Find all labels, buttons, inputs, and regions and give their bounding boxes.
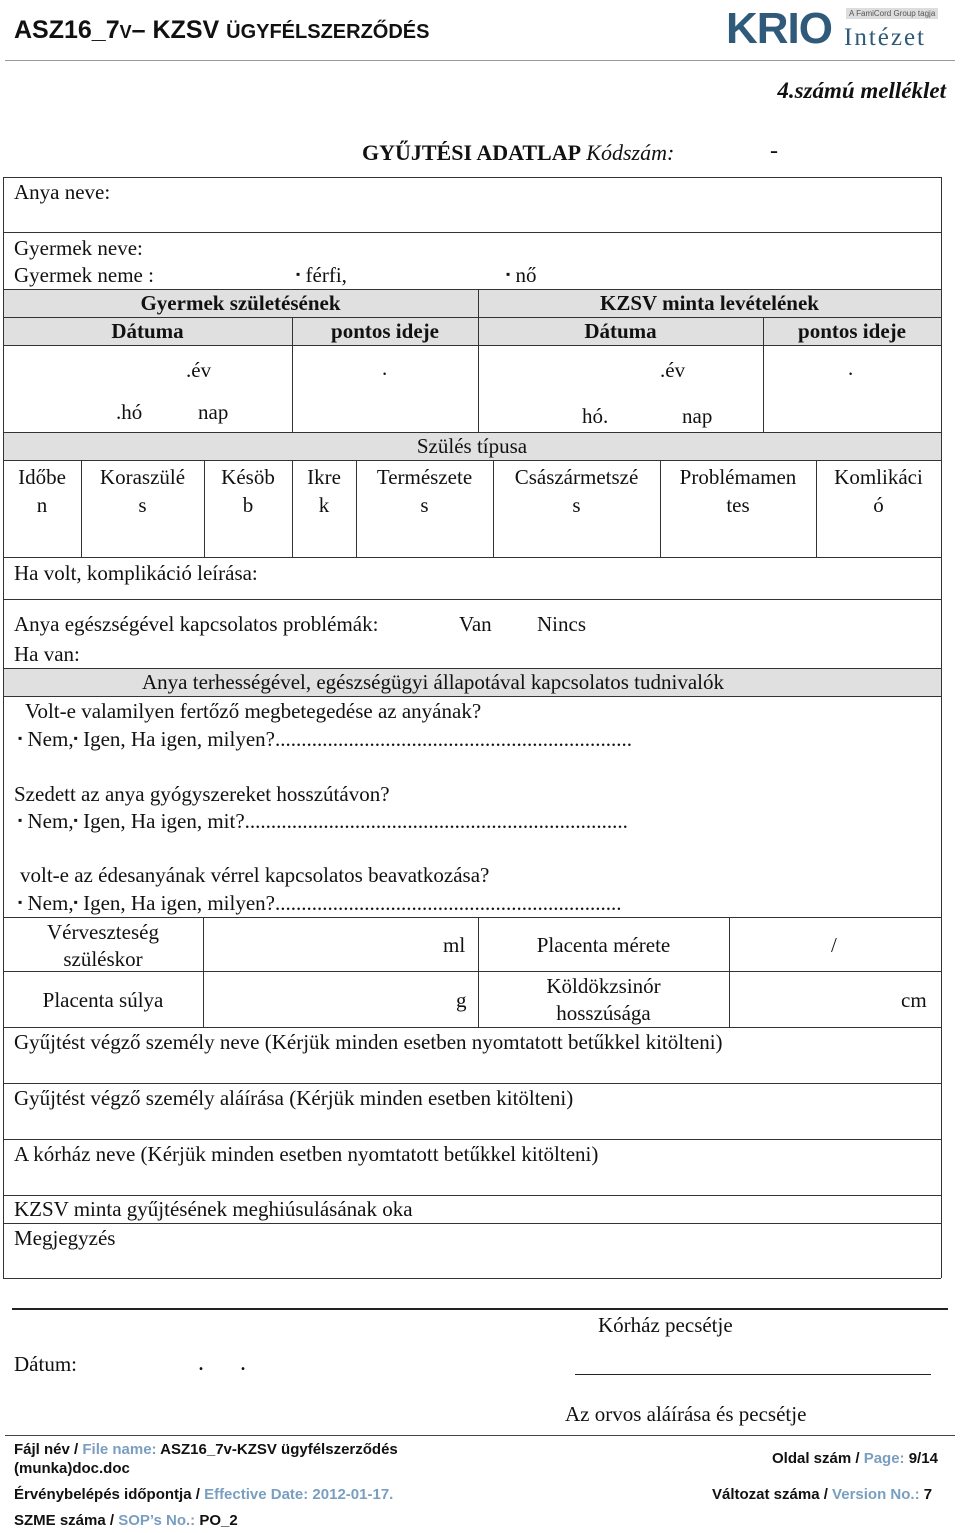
row-line bbox=[3, 599, 941, 600]
pregnancy-header: Anya terhességével, egészségügyi állapotával kapcsolatos tudnivalók bbox=[142, 670, 724, 694]
doctor-sign-label: Az orvos aláírása és pecsétje bbox=[565, 1402, 807, 1426]
row-line bbox=[3, 232, 941, 233]
checkbox-icon: ▪ bbox=[18, 813, 23, 827]
question-medication: Szedett az anya gyógyszereket hosszútávon? bbox=[14, 782, 390, 806]
row-line bbox=[3, 317, 941, 318]
option-label: Nem, bbox=[27, 727, 74, 751]
col-line bbox=[729, 917, 730, 1027]
placenta-size-label: Placenta mérete bbox=[536, 933, 671, 957]
footer-label-en: Effective Date: 2012-01-17. bbox=[204, 1486, 394, 1503]
label-line: Köldökzsinór bbox=[546, 974, 661, 998]
question-blood: volt-e az édesanyának vérrel kapcsolatos beavatkozása? bbox=[20, 863, 490, 887]
cord-length-label bbox=[478, 973, 729, 1027]
failure-reason-label: KZSV minta gyűjtésének meghiúsulásának oka bbox=[14, 1197, 413, 1221]
row-line bbox=[3, 557, 941, 558]
option-line: s bbox=[138, 493, 147, 517]
option-label: férfi, bbox=[305, 263, 347, 287]
header-divider bbox=[5, 60, 955, 61]
hospital-name-label: A kórház neve (Kérjük minden esetben nyomtatott betűkkel kitölteni) bbox=[14, 1142, 599, 1166]
checkbox-icon: ▪ bbox=[506, 267, 511, 281]
row-line bbox=[3, 289, 941, 290]
birth-type-option[interactable] bbox=[356, 463, 493, 519]
row-line bbox=[3, 1195, 941, 1196]
sample-month-field[interactable]: hó. bbox=[582, 404, 609, 428]
footer-value: PO_2 bbox=[199, 1512, 238, 1529]
option-line: s bbox=[420, 493, 429, 517]
birth-date-header: Dátuma bbox=[111, 319, 184, 343]
child-name-label: Gyermek neve: bbox=[14, 236, 143, 260]
birth-header: Gyermek születésének bbox=[140, 291, 341, 315]
footer-label: Változat száma / bbox=[712, 1486, 833, 1503]
row-line bbox=[3, 1139, 941, 1140]
row-line bbox=[3, 1027, 941, 1028]
option-line: k bbox=[318, 493, 330, 517]
form-title: GYŰJTÉSI ADATLAP bbox=[362, 140, 582, 165]
option-line: Természete bbox=[376, 465, 473, 489]
checkbox-icon: ▪ bbox=[18, 895, 23, 909]
complication-label: Ha volt, komplikáció leírása: bbox=[14, 561, 258, 585]
sample-day-field[interactable]: nap bbox=[682, 404, 713, 428]
cord-length-unit: cm bbox=[901, 988, 927, 1012]
footer-label-en: File name: bbox=[82, 1441, 161, 1458]
gender-female-option[interactable] bbox=[506, 263, 537, 288]
option-line: Császármetszé bbox=[514, 465, 639, 489]
checkbox-icon: ▪ bbox=[296, 267, 301, 281]
placenta-weight-unit: g bbox=[456, 988, 467, 1012]
label-line: szüléskor bbox=[63, 947, 143, 971]
logo-text: KRIO bbox=[726, 4, 832, 53]
birth-time-header: pontos ideje bbox=[331, 319, 439, 343]
version-number bbox=[712, 1486, 932, 1503]
row-line bbox=[3, 668, 941, 669]
medication-options[interactable] bbox=[18, 809, 628, 834]
frame-bottom bbox=[3, 1278, 941, 1279]
document-title bbox=[14, 16, 429, 45]
signature-section-line bbox=[12, 1308, 948, 1310]
question-infection: Volt-e valamilyen fertőző megbetegedése az anyának? bbox=[25, 699, 482, 723]
option-label: Igen, Ha igen, milyen?.................................................................... bbox=[83, 727, 632, 751]
row-line bbox=[3, 1223, 941, 1224]
footer-label-en: Page: bbox=[863, 1450, 909, 1467]
sample-time-header: pontos ideje bbox=[798, 319, 906, 343]
sample-header: KZSV minta levételének bbox=[600, 291, 819, 315]
footer-label: Érvénybelépés időpontja / bbox=[14, 1486, 205, 1503]
sample-date-header: Dátuma bbox=[584, 319, 657, 343]
mother-health-no[interactable]: Nincs bbox=[537, 612, 586, 636]
mother-health-yes[interactable]: Van bbox=[459, 612, 492, 636]
notes-label: Megjegyzés bbox=[14, 1226, 116, 1250]
footer-label: Oldal szám / bbox=[772, 1450, 864, 1467]
birth-day-field[interactable]: nap bbox=[198, 400, 229, 424]
mother-health-label: Anya egészségével kapcsolatos problémák: bbox=[14, 612, 379, 636]
collector-name-label: Gyűjtést végző személy neve (Kérjük minden esetben nyomtatott betűkkel kitölteni) bbox=[14, 1030, 723, 1054]
mother-name-label: Anya neve: bbox=[14, 180, 111, 204]
date-field[interactable]: . . bbox=[198, 1350, 246, 1376]
option-line: s bbox=[572, 493, 581, 517]
footer-value: 9/14 bbox=[908, 1450, 938, 1467]
placenta-size-separator: / bbox=[831, 933, 837, 957]
option-line: Időbe bbox=[18, 465, 66, 489]
birth-type-option[interactable] bbox=[81, 463, 204, 519]
label-line: hosszúsága bbox=[556, 1001, 651, 1025]
option-label: Nem, bbox=[27, 809, 74, 833]
option-label: Igen, Ha igen, mit?......................................................................... bbox=[83, 809, 628, 833]
footer-value: 7 bbox=[923, 1486, 933, 1503]
option-line: ó bbox=[873, 493, 884, 517]
infection-options[interactable] bbox=[18, 727, 632, 752]
birth-month-field[interactable]: .hó bbox=[116, 400, 143, 424]
option-line: Problémamen bbox=[679, 465, 797, 489]
if-yes-label: Ha van: bbox=[14, 642, 80, 666]
row-line bbox=[3, 345, 941, 346]
doctor-signature-line[interactable] bbox=[575, 1374, 931, 1375]
logo-subtext: Intézet bbox=[844, 24, 927, 51]
footer-line bbox=[5, 1435, 955, 1436]
title-part: ASZ16_7 bbox=[14, 16, 120, 44]
logo-group-text: A FamiCord Group tagja bbox=[846, 8, 938, 19]
option-line: Késöb bbox=[221, 465, 275, 489]
code-separator: - bbox=[770, 138, 778, 164]
birth-type-option[interactable] bbox=[3, 463, 81, 519]
option-label: nő bbox=[515, 263, 537, 287]
date-label: Dátum: bbox=[14, 1352, 77, 1376]
title-part: ÜGYFÉLSZERZŐDÉS bbox=[226, 21, 430, 43]
option-line: b bbox=[242, 493, 254, 517]
footer-label-en: Version No.: bbox=[832, 1486, 924, 1503]
birth-type-option[interactable] bbox=[660, 463, 816, 519]
birth-type-option[interactable] bbox=[292, 463, 356, 519]
hospital-stamp-label: Kórház pecsétje bbox=[598, 1313, 733, 1337]
row-line bbox=[3, 1083, 941, 1084]
birth-type-header: Szülés típusa bbox=[416, 434, 528, 458]
placenta-weight-label: Placenta súlya bbox=[42, 988, 164, 1012]
footer-label-en: SOP’s No.: bbox=[118, 1512, 200, 1529]
collector-sign-label: Gyűjtést végző személy aláírása (Kérjük minden esetben kitölteni) bbox=[14, 1086, 574, 1110]
footer-value: ASZ16_7v-KZSV ügyfélszerződés bbox=[160, 1441, 398, 1458]
footer-label: Fájl név / bbox=[14, 1441, 83, 1458]
blood-loss-label bbox=[3, 919, 203, 973]
checkbox-icon: ▪ bbox=[18, 731, 23, 745]
row-line bbox=[3, 432, 941, 433]
frame-top bbox=[3, 177, 941, 178]
blood-loss-unit: ml bbox=[443, 933, 466, 957]
checkbox-icon: ▪ bbox=[73, 813, 78, 827]
blood-options[interactable] bbox=[18, 891, 621, 916]
option-line: tes bbox=[726, 493, 750, 517]
label-line: Vérveszteség bbox=[47, 920, 159, 944]
page-number bbox=[772, 1450, 938, 1467]
effective-date bbox=[14, 1486, 393, 1503]
birth-time-field[interactable]: . bbox=[382, 356, 388, 380]
row-line bbox=[3, 696, 941, 697]
option-label: Igen, Ha igen, milyen?.................................................................. bbox=[83, 891, 622, 915]
sample-time-field[interactable]: . bbox=[848, 356, 854, 380]
title-part: V bbox=[119, 22, 132, 42]
code-label: Kódszám: bbox=[586, 140, 675, 165]
annex-label: 4.számú melléklet bbox=[777, 78, 946, 103]
checkbox-icon: ▪ bbox=[73, 731, 78, 745]
option-line: Ikre bbox=[307, 465, 341, 489]
row-line bbox=[3, 460, 941, 461]
file-name bbox=[14, 1440, 398, 1478]
krio-logo bbox=[726, 6, 948, 58]
birth-year-field[interactable]: .év bbox=[186, 358, 212, 382]
option-line: Komlikáci bbox=[834, 465, 923, 489]
frame-right bbox=[941, 177, 942, 1278]
child-gender-label: Gyermek neme : bbox=[14, 263, 154, 287]
sop-number bbox=[14, 1512, 238, 1529]
title-part: – KZSV bbox=[131, 16, 227, 44]
option-label: Nem, bbox=[27, 891, 74, 915]
sample-year-field[interactable]: .év bbox=[660, 358, 686, 382]
gender-male-option[interactable] bbox=[296, 263, 347, 288]
birth-type-option[interactable] bbox=[493, 463, 660, 519]
checkbox-icon: ▪ bbox=[73, 895, 78, 909]
footer-label: SZME száma / bbox=[14, 1512, 119, 1529]
option-line: Koraszülé bbox=[99, 465, 186, 489]
birth-type-option[interactable] bbox=[816, 463, 941, 519]
col-line bbox=[203, 917, 204, 1027]
birth-type-option[interactable] bbox=[204, 463, 292, 519]
footer-value: (munka)doc.doc bbox=[14, 1460, 130, 1477]
form-title-row bbox=[362, 140, 674, 166]
row-line bbox=[3, 917, 941, 918]
option-line: n bbox=[36, 493, 48, 517]
